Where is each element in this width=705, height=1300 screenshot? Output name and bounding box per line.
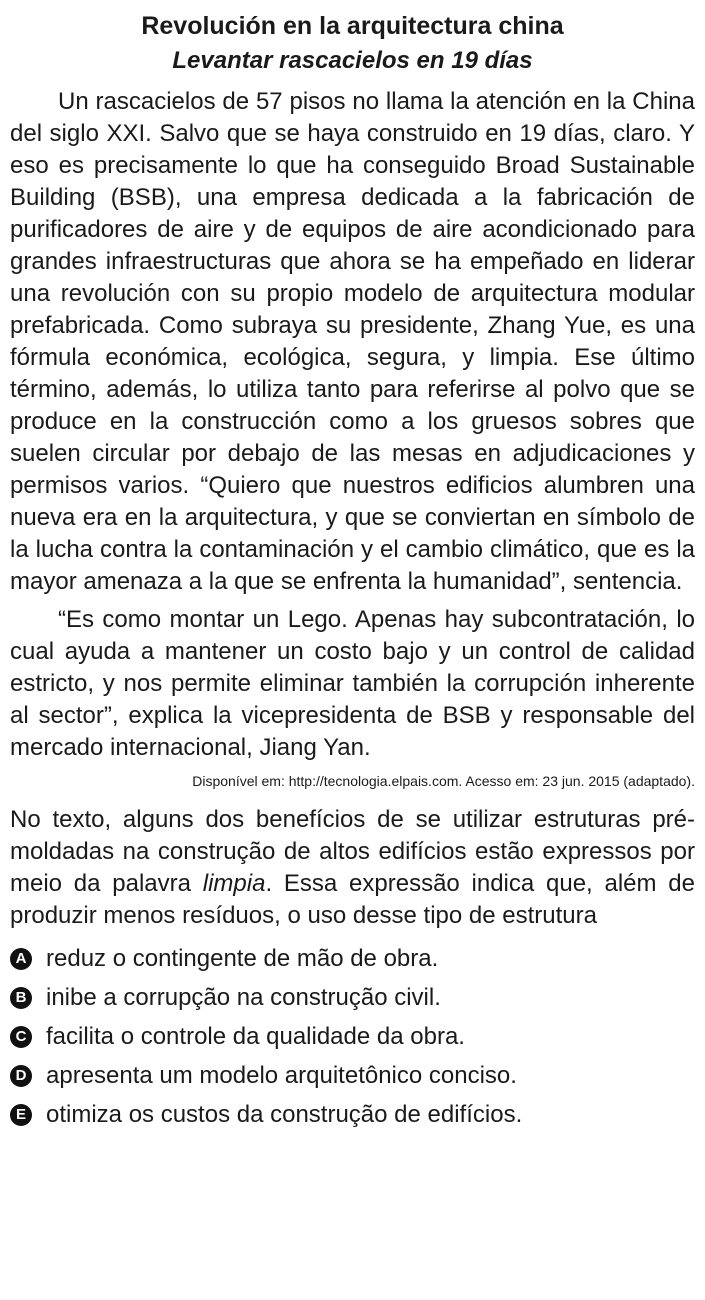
source-citation: Disponível em: http://tecnologia.elpais.com. Acesso em: 23 jun. 2015 (adaptado). — [192, 773, 695, 789]
option-text: apresenta um modelo arquitetônico conciso. — [46, 1062, 517, 1089]
option-text: reduz o contingente de mão de obra. — [46, 945, 439, 972]
option-letter-badge: A — [10, 948, 32, 970]
option-letter-badge: E — [10, 1104, 32, 1126]
option-a[interactable] — [10, 940, 695, 978]
question-italic-word: limpia — [202, 870, 266, 897]
article-paragraph-2: “Es como montar un Lego. Apenas hay subcontratación, lo cual ayuda a mantener un costo bajo y un control de calidad estricto, y nos permite eliminar también la corrupción inherente al sector”, explica la vicepresidenta de BSB y responsable del mercado internacional, Jiang Yan. — [10, 606, 695, 761]
option-text: facilita o controle da qualidade da obra. — [46, 1023, 465, 1050]
option-c[interactable] — [10, 1018, 695, 1056]
article-paragraph-1: Un rascacielos de 57 pisos no llama la atención en la China del siglo XXI. Salvo que se haya construido en 19 días, claro. Y eso es precisamente lo que ha conseguido Broad Sustainable Building (BSB), una empresa dedicada a la fabricación de purificadores de aire y de equipos de aire acondicionado para grandes infraestructuras que ahora se ha empeñado en liderar una revolución con su propio modelo de arquitectura modular prefabricada. Como subraya su presidente, Zhang Yue, es una fórmula económica, ecológica, segura, y limpia. Ese último término, además, lo utiliza tanto para referirse al polvo que se produce en la construcción como a los gruesos sobres que suelen circular por debajo de las mesas en adjudicaciones y permisos varios. “Quiero que nuestros edificios alumbren una nueva era en la arquitectura, y que se conviertan en símbolo de la lucha contra la contaminación y el cambio climático, que es la mayor amenaza a la que se enfrenta la humanidad”, sentencia. — [10, 88, 695, 595]
option-d[interactable] — [10, 1057, 695, 1095]
option-text: inibe a corrupção na construção civil. — [46, 984, 441, 1011]
option-letter-badge: C — [10, 1026, 32, 1048]
answer-options — [10, 940, 695, 1134]
question-text-end: . Essa expressão indica que, além de produzir menos resíduos, o uso desse tipo de estrutura — [10, 870, 695, 929]
option-letter-badge: D — [10, 1065, 32, 1087]
article-subtitle: Levantar rascacielos en 19 días — [172, 47, 533, 74]
option-letter-badge: B — [10, 987, 32, 1009]
question-stem — [10, 804, 695, 932]
option-b[interactable] — [10, 979, 695, 1017]
article-title: Revolución en la arquitectura china — [141, 12, 564, 40]
option-e[interactable] — [10, 1096, 695, 1134]
question-text-start: No texto, alguns dos benefícios de se utilizar estruturas pré-moldadas na construção de altos edifícios estão expressos por meio da palavra — [10, 806, 695, 897]
option-text: otimiza os custos da construção de edifícios. — [46, 1101, 523, 1128]
